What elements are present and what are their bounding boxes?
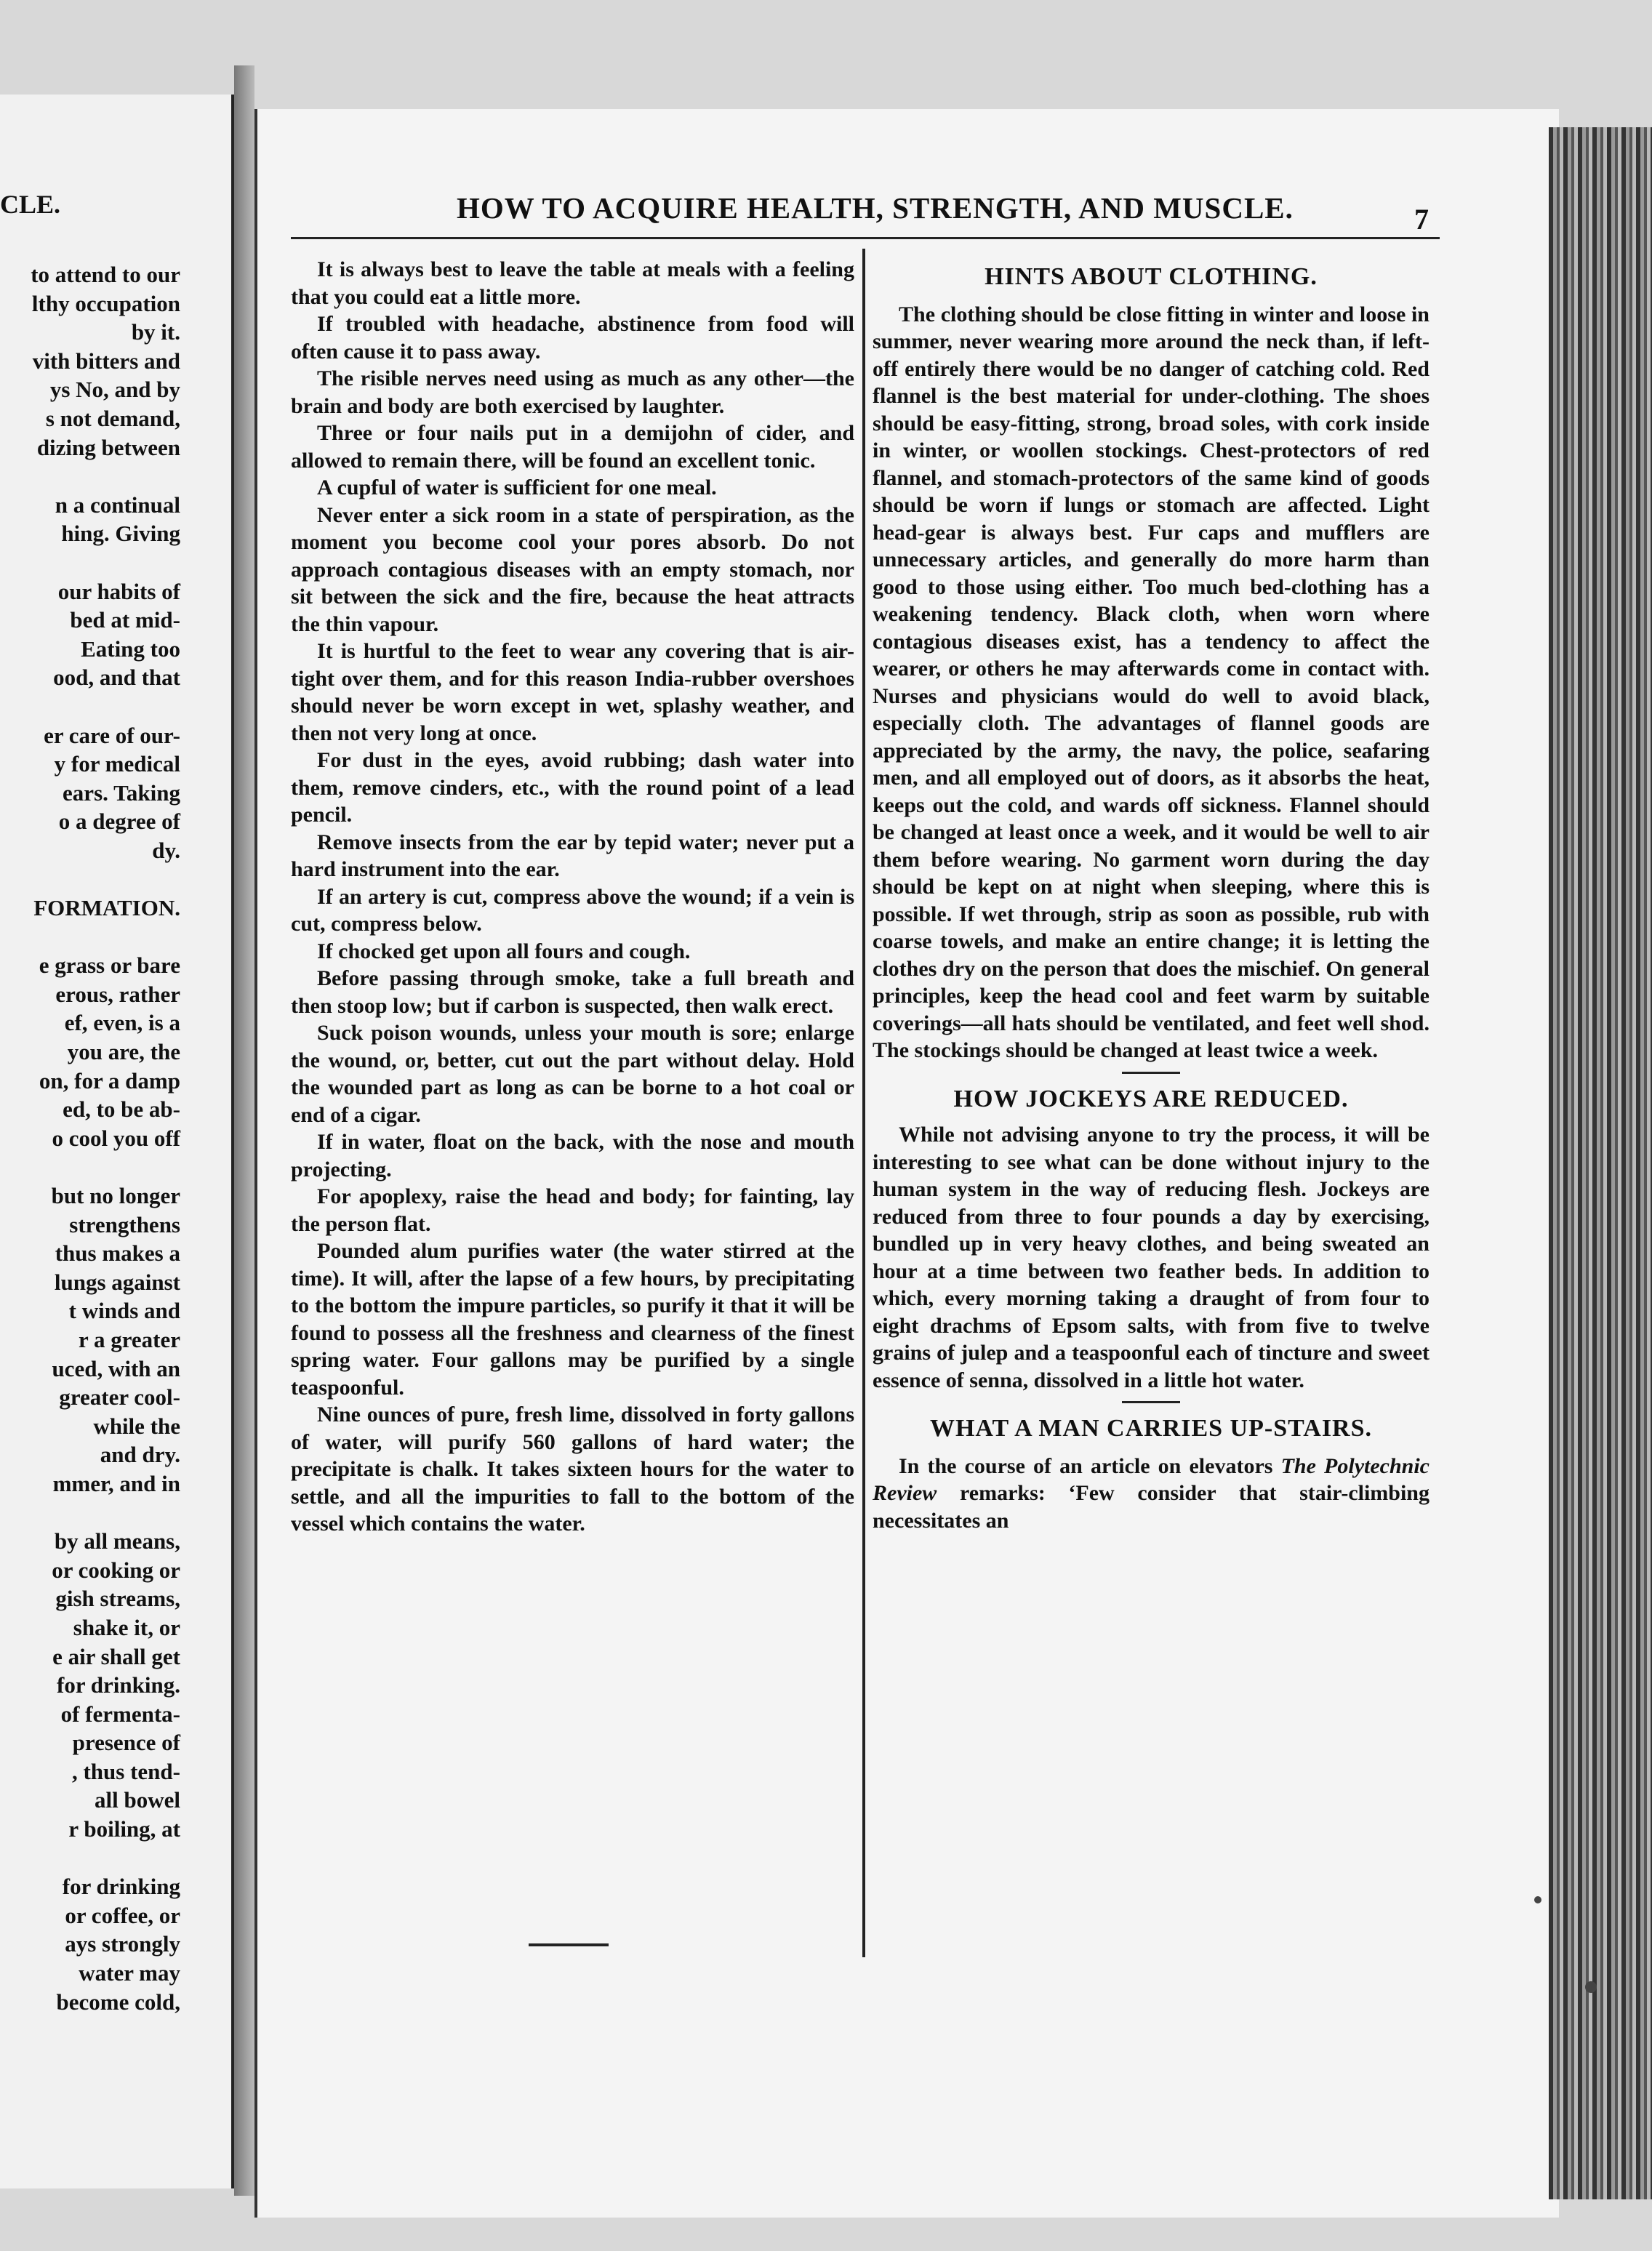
facing-page-line: ears. Taking (63, 779, 180, 806)
page-number: 7 (1414, 203, 1429, 236)
facing-page-line: s not demand, (45, 405, 180, 431)
facing-page-line: n a continual (55, 491, 180, 518)
section-rule (1122, 1072, 1180, 1074)
paragraph-stairs (873, 1453, 1430, 1535)
facing-page-line: our habits of (57, 578, 180, 604)
facing-page-line (0, 1152, 231, 1181)
facing-page-line: while the (93, 1413, 180, 1439)
ink-smudge (1534, 1896, 1541, 1903)
facing-page-line (0, 692, 231, 721)
ink-smudge (1585, 1981, 1597, 1993)
heading-what-a-man-carries-upstairs: WHAT A MAN CARRIES UP-STAIRS. (929, 1415, 1373, 1442)
paragraph: Three or four nails put in a demijohn of cider, and allowed to remain there, will be found an excellent tonic. (291, 421, 854, 473)
column-divider (862, 249, 865, 1957)
facing-page-line: er care of our- (44, 722, 180, 748)
facing-page-line (0, 864, 231, 894)
facing-page-line (0, 462, 231, 491)
paragraph: If chocked get upon all fours and cough. (317, 939, 691, 963)
paragraph: Nine ounces of pure, fresh lime, dissolved in forty gallons of water, will purify 560 gallons of hard water; the precipitate is chalk. It takes sixteen hours for the water to settle, and all the impurities to fall to the bottom of the vessel which contains the water. (291, 1403, 854, 1536)
facing-page-line: vith bitters and (32, 348, 180, 374)
heading-how-jockeys-are-reduced: HOW JOCKEYS ARE REDUCED. (953, 1085, 1349, 1112)
facing-page-line: ays strongly (65, 1931, 180, 1957)
facing-page-text (0, 260, 231, 2016)
facing-page-line: become cold, (56, 1989, 180, 2015)
facing-page-line: for drinking (62, 1874, 180, 1900)
facing-page-line: ed, to be ab- (63, 1096, 180, 1123)
paragraph: Never enter a sick room in a state of perspiration, as the moment you become cool your pores absorb. Do not approach contagious diseases with an empty stomach, nor sit between the sick and the fire, because the heat attracts the thin vapour. (291, 502, 854, 636)
facing-page-left (0, 95, 234, 2188)
paragraph: If troubled with headache, abstinence from food will often cause it to pass away. (291, 312, 854, 364)
paragraph: Remove insects from the ear by tepid water; never put a hard instrument into the ear. (291, 830, 854, 881)
facing-page-line: uced, with an (52, 1355, 180, 1381)
facing-page-line: ood, and that (53, 665, 180, 691)
paragraph-clothing: The clothing should be close fitting in winter and loose in summer, never wearing more around the neck than, if left-off entirely there would be no danger of catching cold. Red flannel is the best material for under-clothing. The shoes should be easy-fitting, strong, broad soles, with cork inside in winter, or woollen stockings. Chest-protectors of red flannel, and stomach-protectors of the same kind of goods should be worn if lungs or stomach are affected. Light head-gear is always best. Fur caps and mufflers are unnecessary articles, and generally do more harm than good to those using either. Too much bed-clothing has a weakening tendency. Black cloth, when worn where contagious diseases exist, has a tendency to affect the wearer, or others he may afterwards come in contact with. Nurses and physicians would do well to avoid black, especially cloth. The advantages of flannel goods are appreciated by the army, the navy, the police, seafaring men, and all employed out of doors, as it absorbs the heat, keeps out the cold, and wards off sickness. Flannel should be changed at least once a week, and it would be well to air them before wearing. No garment worn during the day should be kept on at night when sleeping, where this is possible. If wet through, strip as soon as possible, rub with coarse towels, and make an entire change; it is letting the clothes dry on the person that does the mischief. On general principles, keep the head cool and feet warm by suitable coverings—all hats should be ventilated, and feet well shod. The stockings should be changed at least twice a week. (873, 302, 1430, 1062)
facing-page-line: on, for a damp (39, 1067, 180, 1094)
paragraph: For dust in the eyes, avoid rubbing; dash water into them, remove cinders, etc., with the round point of a lead pencil. (291, 748, 854, 827)
facing-page-line: dy. (152, 837, 180, 863)
page-edges (1549, 127, 1652, 2199)
header-rule (291, 237, 1440, 239)
paragraph-jockeys: While not advising anyone to try the process, it will be interesting to see what can be done without injury to the human system in the way of reducing flesh. Jockeys are reduced from three to four pounds a day by exercising, bundled up in very heavy clothes, and being sweated an hour at a time between two feather beds. In addition to which, every morning taking a draught of from four to eight drachms of Epsom salts, with from five to twelve grains of julep and a teaspoonful each of tincture and sweet essence of senna, dissolved in a little hot water. (873, 1123, 1430, 1392)
paragraph: It is hurtful to the feet to wear any covering that is air-tight over them, and for this reason India-rubber overshoes should never be worn except in wet, splashy weather, and then not very long at once. (291, 639, 854, 745)
facing-page-line: lthy occupation (31, 290, 180, 316)
facing-page-line: o a degree of (58, 808, 180, 835)
stairs-text-end: remarks: ‘Few consider that stair-climbing necessitates an (873, 1481, 1430, 1533)
facing-page-line: gish streams, (55, 1586, 180, 1612)
facing-page-line: ys No, and by (49, 377, 180, 403)
section-rule (1122, 1401, 1180, 1403)
facing-page-line: greater cool- (59, 1384, 180, 1411)
facing-page-line: erous, rather (55, 981, 180, 1007)
paragraph: The risible nerves need using as much as any other—the brain and body are both exercised by laughter. (291, 366, 854, 418)
paragraph: If an artery is cut, compress above the wound; if a vein is cut, compress below. (291, 884, 854, 936)
heading-hints-about-clothing: HINTS ABOUT CLOTHING. (985, 263, 1318, 290)
paragraph: Before passing through smoke, take a full breath and then stoop low; but if carbon is suspected, then walk erect. (291, 966, 854, 1018)
facing-page-line: you are, the (67, 1039, 180, 1065)
facing-page-line (0, 1498, 231, 1528)
facing-page-line: and dry. (100, 1442, 180, 1468)
facing-page-line: by all means, (54, 1528, 180, 1554)
facing-page-line: e grass or bare (39, 952, 180, 979)
paragraph: Pounded alum purifies water (the water stirred at the time). It will, after the lapse of a few hours, by precipitating to the bottom the impure particles, so purify it that it will be found to possess all the freshness and clearness of the finest spring water. Four gallons may be purified by a single teaspoonful. (291, 1239, 854, 1400)
facing-page-line: ef, even, is a (64, 1010, 180, 1036)
facing-page-line: r a greater (79, 1326, 180, 1352)
facing-page-line: e air shall get (52, 1643, 180, 1669)
facing-page-line: o cool you off (52, 1125, 180, 1151)
facing-page-line: of fermenta- (60, 1701, 180, 1727)
facing-page-line: hing. Giving (61, 521, 180, 547)
facing-page-line (0, 923, 231, 952)
facing-page-line: bed at mid- (70, 607, 180, 633)
facing-page-line: but no longer (51, 1183, 180, 1208)
facing-page-line: or coffee, or (65, 1902, 180, 1928)
book-gutter (234, 65, 254, 2196)
facing-page-line: to attend to our (31, 262, 180, 287)
paragraph: Suck poison wounds, unless your mouth is sore; enlarge the wound, or, better, cut out the part without delay. Hold the wounded part as long as can be borne to a hot coal or end of a cigar. (291, 1021, 854, 1127)
facing-page-line: y for medical (54, 751, 180, 777)
paragraph: It is always best to leave the table at meals with a feeling that you could eat a little more. (291, 257, 854, 309)
paragraph: A cupful of water is sufficient for one meal. (317, 476, 717, 499)
facing-page-line: Eating too (81, 635, 180, 662)
facing-page-line: dizing between (36, 434, 180, 460)
left-text-column (291, 256, 854, 1538)
running-head-title: HOW TO ACQUIRE HEALTH, STRENGTH, AND MUSCLE. (457, 191, 1294, 225)
facing-page-line: all bowel (95, 1787, 180, 1813)
right-text-column (873, 263, 1430, 1534)
facing-page-line (0, 548, 231, 577)
facing-page-line: strengthens (69, 1211, 180, 1237)
facing-page-line: by it. (131, 319, 180, 345)
stairs-text-start: In the course of an article on elevators (899, 1453, 1273, 1478)
facing-page-running-head: CLE. (0, 190, 61, 219)
paragraph: For apoplexy, raise the head and body; for fainting, lay the person flat. (291, 1184, 854, 1236)
citation-polytechnic-review: The Polytechnic Review (873, 1453, 1430, 1505)
facing-page-line: FORMATION. (33, 895, 180, 921)
paragraph: If in water, float on the back, with the nose and mouth projecting. (291, 1130, 854, 1181)
facing-page-line (0, 1844, 231, 1873)
section-end-rule (529, 1943, 609, 1946)
facing-page-line: r boiling, at (68, 1816, 180, 1842)
facing-page-line: shake it, or (73, 1614, 180, 1640)
facing-page-line: , thus tend- (71, 1758, 180, 1784)
facing-page-line: thus makes a (55, 1240, 180, 1267)
facing-page-line: water may (79, 1960, 180, 1986)
facing-page-line: or cooking or (52, 1557, 180, 1583)
facing-page-line: mmer, and in (52, 1470, 180, 1496)
facing-page-line: for drinking. (57, 1672, 180, 1698)
facing-page-line: lungs against (54, 1269, 180, 1295)
facing-page-line: presence of (72, 1730, 180, 1756)
facing-page-line: t winds and (68, 1298, 180, 1324)
